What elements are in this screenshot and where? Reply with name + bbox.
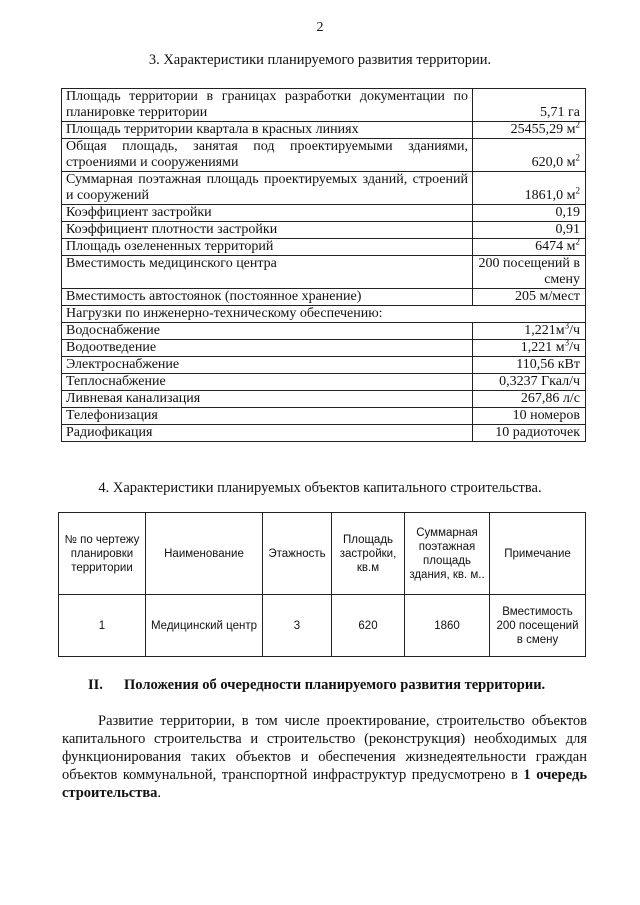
- table-row: [62, 408, 586, 425]
- table-cell: Медицинский центр: [146, 595, 263, 657]
- table-row: [62, 89, 586, 122]
- capital-objects-table: [58, 512, 586, 657]
- row-label: Телефонизация: [62, 408, 473, 425]
- row-label: Общая площадь, занятая под проектируемыми зданиями, строениями и сооружениями: [62, 139, 473, 172]
- value-unit: /ч: [569, 340, 580, 355]
- value-text: 110,56 кВт: [516, 357, 580, 372]
- table-row: [62, 222, 586, 239]
- table-row: [62, 205, 586, 222]
- section-3-title: 3. Характеристики планируемого развития территории.: [148, 52, 492, 68]
- row-value: [473, 89, 586, 122]
- row-value: [473, 119, 586, 139]
- paragraph-end: .: [157, 785, 162, 801]
- table-row: [62, 256, 586, 289]
- value-superscript: 3: [564, 337, 570, 348]
- row-label: Площадь территории в границах разработки документации по планировке территории: [62, 89, 473, 122]
- table-cell: Вместимость 200 посещений в смену: [490, 595, 586, 657]
- row-value: [473, 425, 586, 442]
- row-label: Водоотведение: [62, 340, 473, 357]
- table-cell: 3: [263, 595, 332, 657]
- section-4-title: 4. Характеристики планируемых объектов капитального строительства.: [98, 480, 542, 496]
- header-cell: Площадь застройки, кв.м: [332, 513, 405, 595]
- paragraph-bold: 1 очередь строительства: [62, 767, 587, 801]
- value-text: 620,0 м: [531, 155, 576, 170]
- value-superscript: 2: [575, 185, 580, 196]
- row-label: Радиофикация: [62, 425, 473, 442]
- table-cell: 620: [332, 595, 405, 657]
- table-row: [62, 374, 586, 391]
- table-row: [62, 122, 586, 139]
- section-2-title: Положения об очередности планируемого развития территории.: [124, 677, 546, 693]
- page-number: 2: [316, 20, 324, 35]
- row-label: Вместимость медицинского центра: [62, 256, 473, 289]
- value-text: 10 номеров: [512, 408, 580, 423]
- row-value: [473, 289, 586, 306]
- table-row: [59, 595, 586, 657]
- table-cell: 1: [59, 595, 146, 657]
- row-value: [473, 357, 586, 374]
- value-text: 1,221 м: [520, 340, 565, 355]
- table-row: [62, 139, 586, 172]
- table-row: [62, 239, 586, 256]
- body-paragraph: [62, 712, 587, 802]
- row-value: [473, 256, 586, 289]
- row-label: Суммарная поэтажная площадь проектируемых зданий, строений и сооружений: [62, 172, 473, 205]
- header-cell: Примечание: [490, 513, 586, 595]
- table-row: [62, 306, 586, 323]
- value-text: 1,221м: [524, 323, 565, 338]
- row-label: Коэффициент плотности застройки: [62, 222, 473, 239]
- table-row: [62, 323, 586, 340]
- value-text: 10 радиоточек: [495, 425, 580, 440]
- row-label: Ливневая канализация: [62, 391, 473, 408]
- row-label: Электроснабжение: [62, 357, 473, 374]
- row-value: [473, 374, 586, 391]
- row-value: [473, 337, 586, 357]
- row-value: [473, 222, 586, 239]
- header-cell: Суммарная поэтажная площадь здания, кв. м..: [405, 513, 490, 595]
- section-2-number: II.: [88, 677, 103, 693]
- value-superscript: 3: [564, 320, 570, 331]
- value-superscript: 2: [575, 119, 580, 130]
- table-row: [62, 172, 586, 205]
- table-row: [62, 340, 586, 357]
- value-text: 25455,29 м: [510, 122, 576, 137]
- table-row: [62, 289, 586, 306]
- row-value: [473, 391, 586, 408]
- value-superscript: 2: [575, 236, 580, 247]
- table-row: [62, 391, 586, 408]
- row-value: [473, 205, 586, 222]
- table-header-row: [59, 513, 586, 595]
- row-label: Вместимость автостоянок (постоянное хранение): [62, 289, 473, 306]
- row-value: [473, 172, 586, 205]
- header-cell: Этажность: [263, 513, 332, 595]
- value-text: 5,71 га: [540, 105, 580, 120]
- table-row: [62, 357, 586, 374]
- table-cell: 1860: [405, 595, 490, 657]
- row-label: Площадь озелененных территорий: [62, 239, 473, 256]
- value-text: 0,19: [555, 205, 580, 220]
- row-value: [473, 236, 586, 256]
- value-text: 205 м/мест: [514, 289, 580, 304]
- row-value: [473, 408, 586, 425]
- value-superscript: 2: [575, 152, 580, 163]
- row-value: [473, 139, 586, 172]
- territory-characteristics-table: [61, 88, 586, 442]
- row-label: Водоснабжение: [62, 323, 473, 340]
- value-unit: /ч: [569, 323, 580, 338]
- row-label: Площадь территории квартала в красных линиях: [62, 122, 473, 139]
- value-text: 0,3237 Гкал/ч: [499, 374, 580, 389]
- section-2-heading: [88, 677, 545, 694]
- header-cell: № по чертежу планировки территории: [59, 513, 146, 595]
- value-text: 6474 м: [535, 239, 576, 254]
- table-row: [62, 425, 586, 442]
- paragraph-text: Развитие территории, в том числе проектирование, строительство объектов капитального строительства и строительство (реконструкция) необходимых для функционирования таких объектов и обеспечения жизнедеятельности граждан объектов коммунальной, транспортной инфраструктур предусмотрено в: [62, 713, 587, 783]
- row-label: Коэффициент застройки: [62, 205, 473, 222]
- value-text: 1861,0 м: [524, 188, 576, 203]
- value-text: 267,86 л/с: [520, 391, 580, 406]
- header-cell: Наименование: [146, 513, 263, 595]
- row-label: Теплоснабжение: [62, 374, 473, 391]
- value-text: 200 посещений в смену: [478, 256, 580, 287]
- value-text: 0,91: [555, 222, 580, 237]
- loads-header: Нагрузки по инженерно-техническому обеспечению:: [62, 306, 586, 323]
